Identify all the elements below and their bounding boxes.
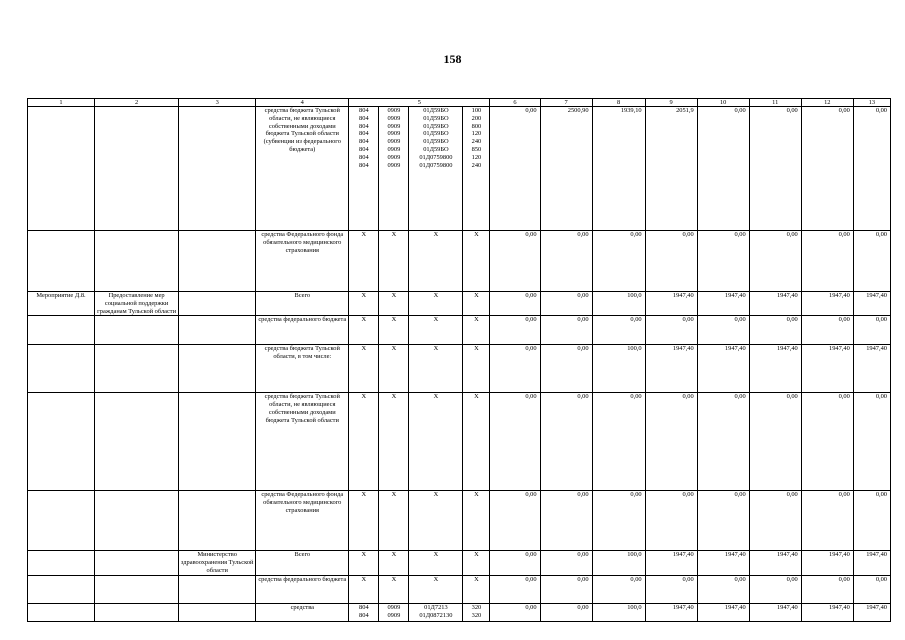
amount-cell: 1947,40 <box>697 603 749 621</box>
amount-cell: 0,00 <box>490 575 540 603</box>
amount-cell: 0,00 <box>490 491 540 551</box>
code-value: 0909 <box>387 114 401 122</box>
code-value: Х <box>361 393 367 401</box>
amount-cell: 1947,40 <box>749 551 801 575</box>
target-article-cell <box>409 551 463 575</box>
description-cell <box>95 551 179 575</box>
code-value: Х <box>391 345 397 353</box>
code-value: 800 <box>471 122 482 130</box>
funding-source-cell: средства бюджета Тульской области, не являющиеся собственными доходами бюджета Тульской области <box>256 393 349 491</box>
amount-cell: 0,00 <box>801 393 853 491</box>
code-value: Х <box>391 316 397 324</box>
code-value: 0909 <box>387 138 401 146</box>
amount-cell: 0,00 <box>490 345 540 393</box>
grbs-code-cell <box>349 231 379 292</box>
amount-cell: 0,00 <box>801 316 853 345</box>
executor-cell <box>179 491 256 551</box>
grbs-code-cell <box>349 491 379 551</box>
code-value: Х <box>391 551 397 559</box>
amount-cell: 0,00 <box>697 231 749 292</box>
amount-cell: 0,00 <box>592 575 645 603</box>
amount-cell: 0,00 <box>645 231 697 292</box>
description-cell: Предоставление мер социальной поддержки гражданам Тульской области <box>95 292 179 316</box>
code-value: 01Д59БО <box>423 114 449 122</box>
amount-cell: 0,00 <box>801 491 853 551</box>
code-value: 01Д0759800 <box>419 153 453 161</box>
code-value: 804 <box>359 146 369 154</box>
section-code-cell <box>379 551 409 575</box>
code-value: 01Д7213 <box>424 603 448 611</box>
amount-cell: 0,00 <box>853 491 890 551</box>
funding-source-cell: средства <box>256 603 349 621</box>
description-cell <box>95 393 179 491</box>
amount-cell: 1947,40 <box>749 345 801 393</box>
header-cell: 7 <box>540 99 592 107</box>
measure-cell <box>28 231 95 292</box>
amount-cell: 0,00 <box>592 231 645 292</box>
table-row <box>28 107 891 231</box>
measure-cell <box>28 345 95 393</box>
amount-cell: 0,00 <box>801 231 853 292</box>
code-value: 0909 <box>387 611 401 619</box>
grbs-code-cell <box>349 107 379 231</box>
code-value: 200 <box>471 114 482 122</box>
description-cell <box>95 603 179 621</box>
amount-cell: 1947,40 <box>749 603 801 621</box>
funding-source-cell: средства Федерального фонда обязательного медицинского страхования <box>256 231 349 292</box>
description-cell <box>95 231 179 292</box>
amount-cell: 0,00 <box>853 316 890 345</box>
description-cell <box>95 107 179 231</box>
funding-source-cell: Всего <box>256 292 349 316</box>
code-value: 0909 <box>387 130 401 138</box>
page-number: 158 <box>443 52 462 66</box>
amount-cell: 100,0 <box>592 292 645 316</box>
expense-type-cell <box>463 551 490 575</box>
amount-cell: 1947,40 <box>801 603 853 621</box>
section-code-cell <box>379 393 409 491</box>
amount-cell: 0,00 <box>801 575 853 603</box>
section-code-cell <box>379 231 409 292</box>
target-article-cell <box>409 491 463 551</box>
expense-type-cell <box>463 231 490 292</box>
grbs-code-cell <box>349 393 379 491</box>
header-row <box>28 99 891 107</box>
code-value: 0909 <box>387 122 401 130</box>
code-value: 850 <box>471 146 482 154</box>
amount-cell: 0,00 <box>853 393 890 491</box>
table-row <box>28 551 891 575</box>
amount-cell: 0,00 <box>853 231 890 292</box>
target-article-cell <box>409 345 463 393</box>
executor-cell <box>179 575 256 603</box>
amount-cell: 0,00 <box>490 551 540 575</box>
code-value: Х <box>391 292 397 299</box>
code-value: 804 <box>359 161 369 169</box>
amount-cell: 0,00 <box>540 316 592 345</box>
code-value: Х <box>474 491 479 499</box>
measure-cell <box>28 107 95 231</box>
code-value: Х <box>433 345 439 353</box>
measure-cell <box>28 491 95 551</box>
amount-cell: 0,00 <box>697 107 749 231</box>
code-value: 0909 <box>387 153 401 161</box>
amount-cell: 0,00 <box>490 603 540 621</box>
amount-cell: 1947,40 <box>645 603 697 621</box>
code-value: 240 <box>471 161 482 169</box>
code-value: 01Д0872130 <box>419 611 453 619</box>
code-value: 0909 <box>387 107 401 114</box>
header-cell: 4 <box>256 99 349 107</box>
code-value: Х <box>474 231 479 238</box>
code-value: Х <box>391 491 397 499</box>
executor-cell <box>179 231 256 292</box>
amount-cell: 1947,40 <box>697 551 749 575</box>
amount-cell: 0,00 <box>490 316 540 345</box>
section-code-cell <box>379 292 409 316</box>
code-value: Х <box>391 393 397 401</box>
code-value: Х <box>433 393 439 401</box>
code-value: Х <box>433 491 439 499</box>
amount-cell: 0,00 <box>801 107 853 231</box>
code-value: Х <box>433 292 439 299</box>
grbs-code-cell <box>349 345 379 393</box>
section-code-cell <box>379 345 409 393</box>
target-article-cell <box>409 575 463 603</box>
amount-cell: 0,00 <box>749 491 801 551</box>
code-value: 120 <box>471 153 482 161</box>
code-value: 01Д59БО <box>423 130 449 138</box>
amount-cell: 0,00 <box>540 491 592 551</box>
amount-cell: 0,00 <box>749 575 801 603</box>
measure-cell <box>28 316 95 345</box>
code-value: Х <box>474 393 479 401</box>
description-cell <box>95 316 179 345</box>
amount-cell: 1947,40 <box>853 345 890 393</box>
amount-cell: 0,00 <box>853 575 890 603</box>
target-article-cell <box>409 603 463 621</box>
table-row <box>28 292 891 316</box>
executor-cell <box>179 345 256 393</box>
amount-cell: 0,00 <box>749 107 801 231</box>
measure-cell <box>28 575 95 603</box>
code-value: 01Д0759800 <box>419 161 453 169</box>
amount-cell: 0,00 <box>645 316 697 345</box>
executor-cell <box>179 107 256 231</box>
table-row <box>28 345 891 393</box>
grbs-code-cell <box>349 575 379 603</box>
header-cell: 5 <box>349 99 490 107</box>
amount-cell: 0,00 <box>490 231 540 292</box>
code-value: Х <box>361 292 367 299</box>
budget-table <box>27 98 891 622</box>
description-cell <box>95 345 179 393</box>
amount-cell: 0,00 <box>697 316 749 345</box>
funding-source-cell: средства бюджета Тульской области, не являющиеся собственными доходами бюджета Тульской области (субвенции из федерального бюджета) <box>256 107 349 231</box>
amount-cell: 100,0 <box>592 551 645 575</box>
section-code-cell <box>379 603 409 621</box>
funding-source-cell: средства Федерального фонда обязательного медицинского страхования <box>256 491 349 551</box>
code-value: Х <box>474 345 479 353</box>
amount-cell: 1947,40 <box>801 345 853 393</box>
funding-source-cell: средства федерального бюджета <box>256 316 349 345</box>
amount-cell: 0,00 <box>697 393 749 491</box>
funding-source-cell: Всего <box>256 551 349 575</box>
amount-cell: 0,00 <box>490 393 540 491</box>
amount-cell: 1947,40 <box>697 292 749 316</box>
code-value: 0909 <box>387 161 401 169</box>
expense-type-cell <box>463 575 490 603</box>
amount-cell: 0,00 <box>490 292 540 316</box>
code-value: Х <box>474 575 479 583</box>
expense-type-cell <box>463 292 490 316</box>
code-value: 240 <box>471 138 482 146</box>
code-value: Х <box>433 316 439 324</box>
amount-cell: 1947,40 <box>801 551 853 575</box>
section-code-cell <box>379 316 409 345</box>
funding-source-cell: средства бюджета Тульской области, в том числе: <box>256 345 349 393</box>
code-value: 0909 <box>387 603 401 611</box>
amount-cell: 1947,40 <box>853 551 890 575</box>
target-article-cell <box>409 316 463 345</box>
code-value: 320 <box>471 603 482 611</box>
section-code-cell <box>379 107 409 231</box>
target-article-cell <box>409 292 463 316</box>
executor-cell <box>179 603 256 621</box>
code-value: 804 <box>359 153 369 161</box>
expense-type-cell <box>463 107 490 231</box>
amount-cell: 100,0 <box>592 345 645 393</box>
section-code-cell <box>379 491 409 551</box>
code-value: 804 <box>359 130 369 138</box>
amount-cell: 0,00 <box>592 491 645 551</box>
measure-cell <box>28 603 95 621</box>
code-value: 804 <box>359 611 369 619</box>
code-value: 804 <box>359 603 369 611</box>
executor-cell <box>179 393 256 491</box>
amount-cell: 0,00 <box>592 316 645 345</box>
executor-cell <box>179 292 256 316</box>
header-cell: 9 <box>645 99 697 107</box>
amount-cell: 0,00 <box>540 575 592 603</box>
funding-source-cell: средства федерального бюджета <box>256 575 349 603</box>
code-value: 100 <box>471 107 482 114</box>
code-value: 01Д59БО <box>423 146 449 154</box>
code-value: 804 <box>359 122 369 130</box>
amount-cell: 100,0 <box>592 603 645 621</box>
header-cell: 6 <box>490 99 540 107</box>
table-row <box>28 575 891 603</box>
amount-cell: 0,00 <box>540 551 592 575</box>
grbs-code-cell <box>349 603 379 621</box>
amount-cell: 1947,40 <box>645 551 697 575</box>
code-value: Х <box>361 231 367 238</box>
grbs-code-cell <box>349 292 379 316</box>
executor-cell: Министерство здравоохранения Тульской области <box>179 551 256 575</box>
expense-type-cell <box>463 393 490 491</box>
table-row <box>28 316 891 345</box>
measure-cell: Мероприятие Д.8. <box>28 292 95 316</box>
grbs-code-cell <box>349 316 379 345</box>
code-value: Х <box>391 231 397 238</box>
description-cell <box>95 491 179 551</box>
amount-cell: 0,00 <box>540 345 592 393</box>
header-cell: 12 <box>801 99 853 107</box>
amount-cell: 0,00 <box>749 231 801 292</box>
code-value: Х <box>433 551 439 559</box>
amount-cell: 0,00 <box>540 292 592 316</box>
header-cell: 8 <box>592 99 645 107</box>
table-row <box>28 603 891 621</box>
code-value: 01Д59БО <box>423 107 449 114</box>
amount-cell: 0,00 <box>540 231 592 292</box>
measure-cell <box>28 393 95 491</box>
executor-cell <box>179 316 256 345</box>
amount-cell: 0,00 <box>540 393 592 491</box>
amount-cell: 0,00 <box>592 393 645 491</box>
header-cell: 11 <box>749 99 801 107</box>
header-cell: 2 <box>95 99 179 107</box>
amount-cell: 0,00 <box>749 393 801 491</box>
amount-cell: 1939,10 <box>592 107 645 231</box>
code-value: 804 <box>359 114 369 122</box>
header-cell: 10 <box>697 99 749 107</box>
table-row <box>28 393 891 491</box>
header-cell: 3 <box>179 99 256 107</box>
code-value: 01Д59БО <box>423 122 449 130</box>
code-value: 804 <box>359 138 369 146</box>
amount-cell: 0,00 <box>697 575 749 603</box>
code-value: Х <box>433 575 439 583</box>
amount-cell: 0,00 <box>645 491 697 551</box>
code-value: Х <box>361 551 367 559</box>
amount-cell: 1947,40 <box>645 292 697 316</box>
code-value: Х <box>474 292 479 299</box>
amount-cell: 2500,90 <box>540 107 592 231</box>
description-cell <box>95 575 179 603</box>
header-cell: 1 <box>28 99 95 107</box>
amount-cell: 1947,40 <box>697 345 749 393</box>
code-value: Х <box>433 231 439 238</box>
expense-type-cell <box>463 491 490 551</box>
code-value: 804 <box>359 107 369 114</box>
amount-cell: 0,00 <box>490 107 540 231</box>
amount-cell: 0,00 <box>645 393 697 491</box>
code-value: Х <box>361 316 367 324</box>
amount-cell: 1947,40 <box>801 292 853 316</box>
code-value: Х <box>474 551 479 559</box>
table-row <box>28 491 891 551</box>
code-value: 320 <box>471 611 482 619</box>
code-value: 0909 <box>387 146 401 154</box>
code-value: Х <box>361 575 367 583</box>
amount-cell: 1947,40 <box>749 292 801 316</box>
amount-cell: 1947,40 <box>853 603 890 621</box>
code-value: Х <box>474 316 479 324</box>
expense-type-cell <box>463 603 490 621</box>
grbs-code-cell <box>349 551 379 575</box>
amount-cell: 2051,9 <box>645 107 697 231</box>
amount-cell: 0,00 <box>697 491 749 551</box>
amount-cell: 0,00 <box>853 107 890 231</box>
code-value: Х <box>361 345 367 353</box>
expense-type-cell <box>463 316 490 345</box>
code-value: Х <box>361 491 367 499</box>
code-value: 120 <box>471 130 482 138</box>
expense-type-cell <box>463 345 490 393</box>
target-article-cell <box>409 107 463 231</box>
section-code-cell <box>379 575 409 603</box>
target-article-cell <box>409 231 463 292</box>
amount-cell: 1947,40 <box>853 292 890 316</box>
code-value: Х <box>391 575 397 583</box>
amount-cell: 0,00 <box>645 575 697 603</box>
amount-cell: 0,00 <box>540 603 592 621</box>
table-row <box>28 231 891 292</box>
target-article-cell <box>409 393 463 491</box>
code-value: 01Д59БО <box>423 138 449 146</box>
amount-cell: 1947,40 <box>645 345 697 393</box>
header-cell: 13 <box>853 99 890 107</box>
amount-cell: 0,00 <box>749 316 801 345</box>
measure-cell <box>28 551 95 575</box>
